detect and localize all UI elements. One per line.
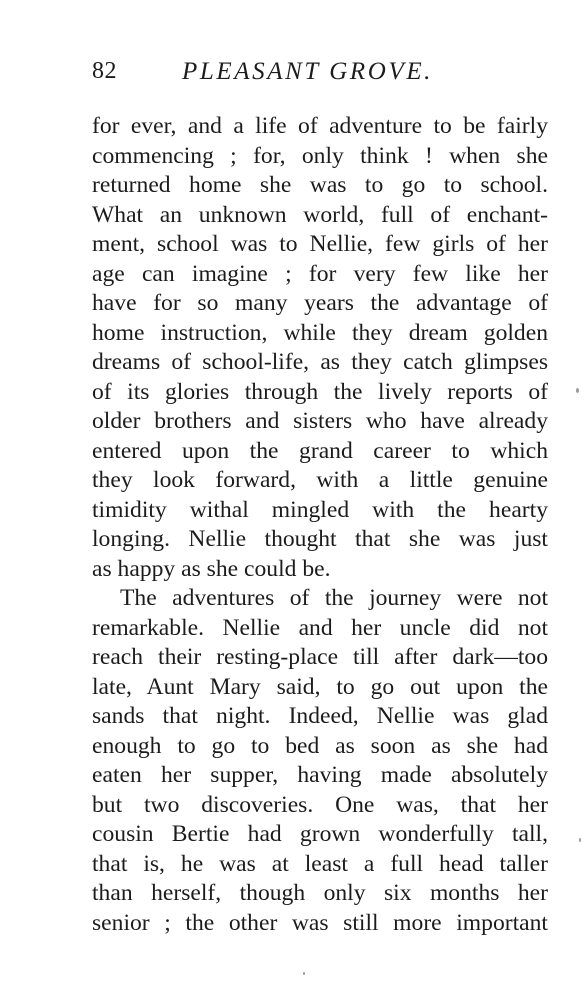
- text-line: cousin Bertie had grown wonderfully tall,: [92, 821, 548, 847]
- text-line: but two discoveries. One was, that her: [92, 791, 548, 818]
- text-line: enough to go to bed as soon as she had: [92, 732, 548, 759]
- text-line: than herself, though only six months her: [92, 880, 548, 906]
- text-line: longing. Nellie thought that she was just: [92, 526, 548, 552]
- text-line: as happy as she could be.: [92, 555, 331, 582]
- running-head: [92, 58, 544, 88]
- text-line: timidity withal mingled with the hearty: [92, 496, 548, 523]
- text-line: ment, school was to Nellie, few girls of her: [92, 231, 548, 257]
- text-line: remarkable. Nellie and her uncle did not: [92, 614, 548, 641]
- text-line: late, Aunt Mary said, to go out upon the: [92, 673, 548, 700]
- running-title: PLEASANT GROVE.: [182, 58, 434, 85]
- text-line: The adventures of the journey were not: [120, 585, 548, 611]
- text-line: What an unknown world, full of enchant-: [92, 201, 548, 228]
- body-text: [92, 112, 548, 938]
- text-line: of its glories through the lively reports of: [92, 378, 548, 405]
- text-line: older brothers and sisters who have already: [92, 408, 548, 434]
- text-line: entered upon the grand career to which: [92, 437, 548, 464]
- scan-speck: [576, 388, 579, 393]
- text-line: reach their resting-place till after dark—too: [92, 644, 548, 670]
- text-line: for ever, and a life of adventure to be fairly: [92, 113, 548, 139]
- text-line: they look forward, with a little genuine: [92, 467, 548, 493]
- text-line: senior ; the other was still more important: [92, 909, 548, 936]
- text-line: age can imagine ; for very few like her: [92, 260, 548, 287]
- text-line: dreams of school-life, as they catch glimpses: [92, 349, 548, 375]
- text-line: have for so many years the advantage of: [92, 290, 548, 316]
- text-line: home instruction, while they dream golden: [92, 319, 548, 346]
- page-number: 82: [92, 58, 117, 84]
- scan-speck: [579, 838, 581, 842]
- text-line: commencing ; for, only think ! when she: [92, 142, 548, 169]
- text-line: that is, he was at least a full head taller: [92, 850, 548, 877]
- text-line: returned home she was to go to school.: [92, 172, 548, 198]
- scan-speck: [303, 972, 305, 975]
- text-line: eaten her supper, having made absolutely: [92, 762, 548, 788]
- text-line: sands that night. Indeed, Nellie was glad: [92, 703, 548, 729]
